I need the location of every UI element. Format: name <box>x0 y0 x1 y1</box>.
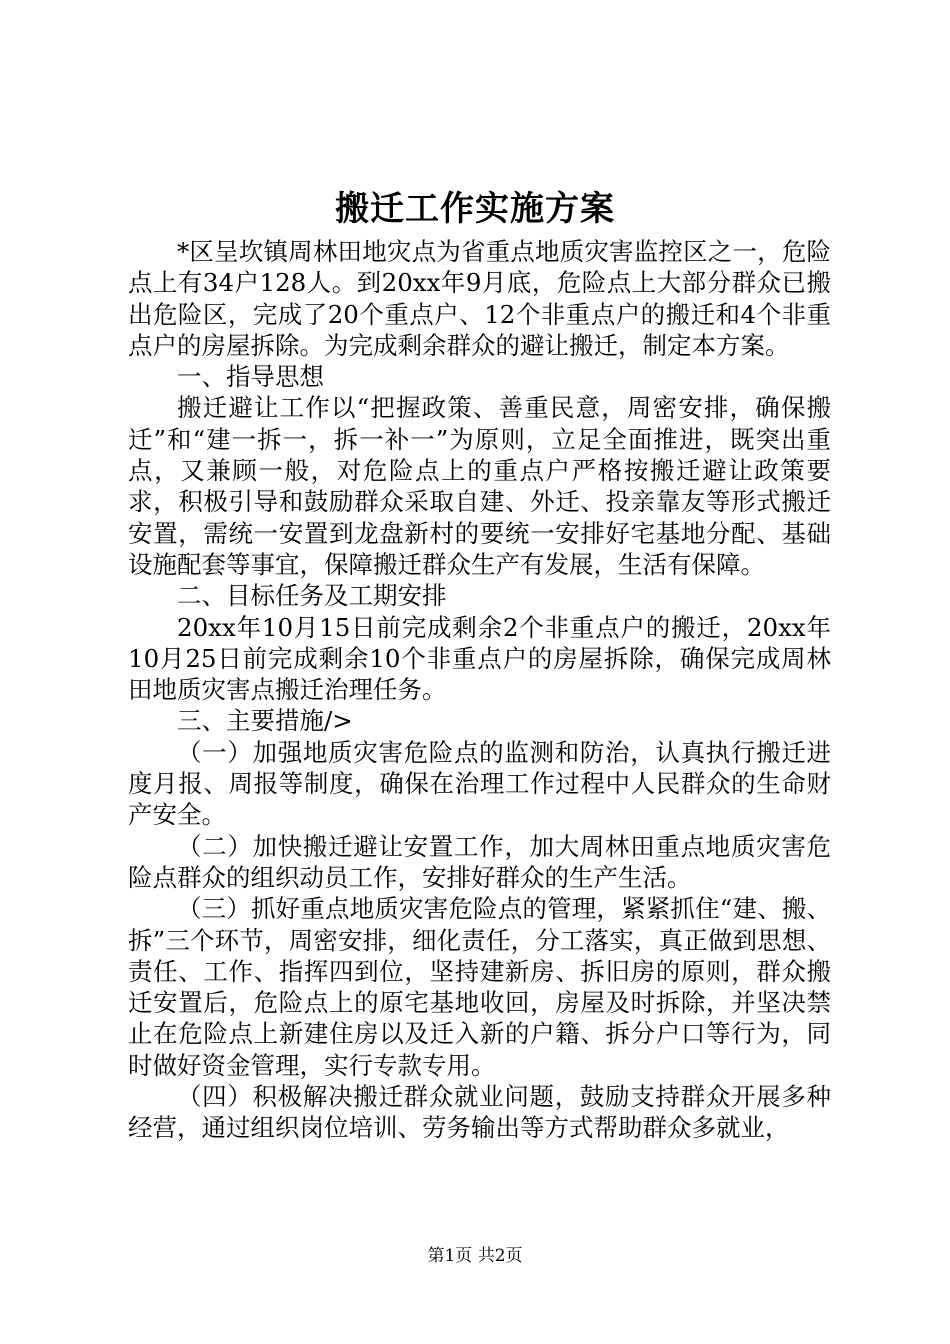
section-heading-1: 一、指导思想 <box>177 362 324 392</box>
page-footer: 第1页 共2页 <box>427 1246 523 1266</box>
section-heading-3: 三、主要措施/> <box>177 706 353 736</box>
paragraph-measure-3: （三）抓好重点地质灾害危险点的管理，紧紧抓住“建、搬、拆”三个环节，周密安排，细化责任，分工落实，真正做到思想、责任、工作、指挥四到位，坚持建新房、拆旧房的原则，群众搬迁安置后，危险点上的原宅基地收回，房屋及时拆除，并坚决禁止在危险点上新建住房以及迁入新的户籍、拆分户口等行为，同时做好资金管理，实行专款专用。 <box>128 894 831 1080</box>
paragraph-intro: *区呈坎镇周林田地灾点为省重点地质灾害监控区之一，危险点上有34户128人。到20xx年9月底，危险点上大部分群众已搬出危险区，完成了20个重点户、12个非重点户的搬迁和4个非重点户的房屋拆除。为完成剩余群众的避让搬迁，制定本方案。 <box>128 237 831 360</box>
section-heading-2: 二、目标任务及工期安排 <box>177 581 447 611</box>
paragraph-measure-4: （四）积极解决搬迁群众就业问题，鼓励支持群众开展多种经营，通过组织岗位培训、劳务输出等方式帮助群众多就业， <box>128 1082 831 1143</box>
paragraph-schedule: 20xx年10月15日前完成剩余2个非重点户的搬迁，20xx年10月25日前完成剩余10个非重点户的房屋拆除，确保完成周林田地质灾害点搬迁治理任务。 <box>128 612 831 705</box>
paragraph-guiding-thought: 搬迁避让工作以“把握政策、善重民意，周密安排，确保搬迁”和“建一拆一，拆一补一”为原则，立足全面推进，既突出重点，又兼顾一般，对危险点上的重点户严格按搬迁避让政策要求，积极引导和鼓励群众采取自建、外迁、投亲靠友等形式搬迁安置，需统一安置到龙盘新村的要统一安排好宅基地分配、基础设施配套等事宜，保障搬迁群众生产有发展，生活有保障。 <box>128 393 831 579</box>
paragraph-measure-1: （一）加强地质灾害危险点的监测和防治，认真执行搬迁进度月报、周报等制度，确保在治理工作过程中人民群众的生命财产安全。 <box>128 737 831 830</box>
document-body <box>128 236 831 1144</box>
document-title: 搬迁工作实施方案 <box>335 189 615 229</box>
paragraph-measure-2: （二）加快搬迁避让安置工作，加大周林田重点地质灾害危险点群众的组织动员工作，安排好群众的生产生活。 <box>128 831 831 892</box>
